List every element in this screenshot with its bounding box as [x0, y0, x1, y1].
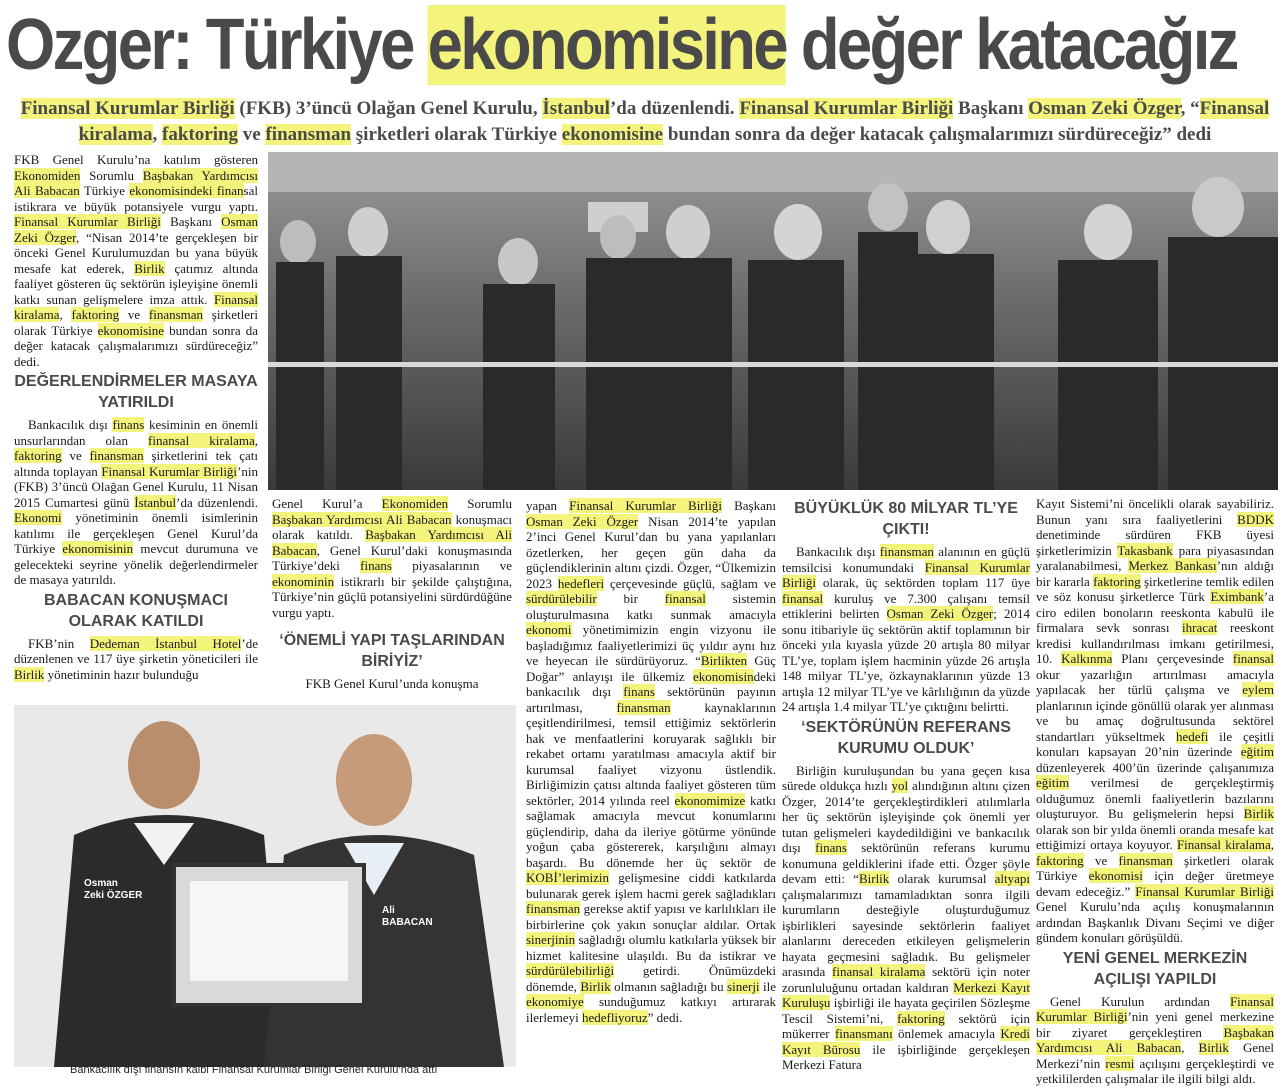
highlighted-term: finansal kiralama [832, 964, 926, 979]
highlighted-term: Takasbank [1117, 542, 1173, 558]
highlighted-term: ihracat [1182, 620, 1218, 635]
headline-highlight: ekonomisine [427, 5, 786, 85]
highlighted-term: eğitim [1240, 744, 1274, 759]
text-run: bundan sonra da değer katacak çalışmalarımızı sürdüreceğiz” dedi. [14, 322, 259, 369]
text-run: sektörü için noter zorunluluğunu ortadan kaldıran [782, 964, 1030, 995]
text-run: Genel Kurulu’nda açılış konuşmalarının ardından Başkanlık Divanı Seçimi ve diğer gündem konuları görüşüldü. [1036, 899, 1274, 945]
highlighted-term: faktoring [14, 448, 62, 463]
text-run: Güç Doğar” anlayışı ile ülkemiz [526, 653, 776, 684]
text-run: yönetiminin önemli isimlerinin katılımı ile gerçekleşen Genel Kurul’da Türkiye [14, 510, 258, 556]
text-run: Sorumlu [80, 167, 143, 183]
highlighted-term: Finansal kiralama [14, 291, 258, 322]
highlighted-term: ekonomisinin [62, 541, 134, 556]
text-run: , “Nisan 2014’te gerçekleşen bir önceki Genel Kurulumuzdan bu yana büyük mesafe kat ederek, [14, 229, 259, 276]
text-run: olarak son bir yılda önemli oranda mesafe kat ettiğimizi ortaya koyuyor. [1036, 821, 1274, 852]
highlighted-term: Ekonomiden [14, 167, 81, 183]
highlighted-term: finans [112, 417, 145, 432]
lead-span: faktoring [162, 124, 239, 145]
text-run: sistemin oluşturulmasına katkı sunmak amacıyla [526, 591, 776, 622]
text-run: çalışmalarımızı tamamladıktan sonra ilgili kurumların desteğiyle oluşturduğumuz işbirlikleri sayesinde sektörlerin faaliyet alanlarını dereceden etkileyen gelişmelerin hayata geçmesini sağladık. Bu gelişmeler arasında [782, 886, 1030, 979]
text-run: sunduğumuz katkıyı artırarak ilerlemeyi [526, 994, 776, 1025]
highlighted-term: Finansal Kurumlar Birliği [101, 463, 238, 479]
label-osman [84, 878, 142, 902]
text-run: para piyasasından yaralanabilmesi, [1036, 542, 1274, 573]
highlighted-term: resmi [1105, 1055, 1135, 1071]
lead-span: Finansal Kurumlar Birliği [739, 98, 954, 119]
award-photo [14, 705, 516, 1067]
photo-caption: Bankacılık dışı finansın kalbi Finansal Kurumlar Birliği Genel Kurulu’nda attı [70, 1064, 438, 1076]
highlighted-term: BDDK [1237, 511, 1274, 527]
column-1 [14, 152, 258, 682]
highlighted-term: Finansal kiralama [1176, 837, 1271, 852]
highlighted-term: Kalkınma [1061, 651, 1113, 666]
text-run: gerekse aktif yapısı ve karlılıkları ile birbirlerine çok yakın sonuçlar aldılar. Ortak [526, 901, 776, 932]
highlighted-term: Birlik [14, 666, 45, 682]
label-ali-line-2: BABACAN [382, 917, 433, 928]
text-run: olmanın sağladığı bu [610, 978, 728, 994]
highlighted-term: yol [891, 778, 909, 793]
text-run: ’nin (FKB) 3’üncü Olağan Genel Kurulu, 11 Nisan 2015 Cumartesi günü [14, 463, 259, 510]
lead-span: ve [238, 124, 266, 145]
label-ali [382, 905, 433, 929]
subheading-degerlendirmeler: DEĞERLENDİRMELER MASAYA YATIRILDI [14, 373, 258, 411]
highlighted-term: Kredi Kayıt Bürosu [782, 1026, 1030, 1057]
highlighted-term: İstanbul [134, 494, 177, 510]
text-run: denetiminde sürdüren FKB üyesi şirketlerimizin [1036, 527, 1274, 558]
highlighted-term: finansman [148, 307, 204, 322]
highlighted-term: faktoring [897, 1010, 945, 1026]
highlighted-term: Finansal Kurumlar Birliği [1135, 883, 1274, 899]
highlighted-term: hedefleri [557, 575, 605, 591]
subheading-buyukluk: BÜYÜKLÜK 80 MİLYAR TL’YE ÇIKTI! [794, 500, 1018, 538]
highlighted-term: finansman [616, 699, 671, 715]
text-run: sektörü için mükerrer [782, 1010, 1030, 1041]
highlighted-term: Finansal Kurumlar Birliği [14, 214, 161, 229]
lead-span: bundan sonra da değer katacak çalışmalarımızı sürdüreceğiz” dedi [663, 124, 1212, 145]
highlighted-term: finans [360, 558, 392, 573]
text-run: işbirliği ile hayata geçirilen Sözleşme Tescil Sistemi’ni, [782, 995, 1030, 1026]
column-2 [272, 496, 512, 692]
highlighted-term: finansal [664, 591, 706, 606]
text-run: ” dedi. [647, 1009, 683, 1025]
text-run: çerçevesinde güçlü, sağlam ve [604, 575, 776, 591]
highlighted-term: finansal [1232, 651, 1275, 666]
text-run: istikrarlı bir şekilde çalıştığına, Türkiye’nin güçlü potansiyelini sürdürdüğüne vurgu yaptı. [272, 573, 512, 620]
lead-span: Başkanı [953, 98, 1029, 119]
highlighted-term: finansman [879, 544, 934, 559]
lead-span: Osman Zeki Özger [1028, 98, 1181, 119]
highlighted-term: Başbakan Yardımcısı Ali Babacan [14, 167, 258, 198]
text-run: FKB Genel Kurulu’na katılım gösteren [14, 152, 258, 167]
highlighted-term: finansal kiralama [148, 432, 255, 448]
column-5 [1036, 496, 1274, 1087]
highlighted-term: Birlik [580, 978, 611, 994]
highlighted-term: ekonomisin [692, 668, 754, 684]
lead-paragraph [14, 96, 1276, 148]
text-run: yönetiminin hazır bulunduğu [44, 666, 199, 682]
highlighted-term: finans [815, 840, 847, 855]
ribbon-cutting-photo [268, 152, 1278, 490]
col5-paragraph-1 [1036, 496, 1274, 946]
highlighted-term: ekonominin [272, 573, 335, 589]
text-run: ; 2014 sonu itibariyle üç sektörün aktif toplamının bir önceki yıla kıyasla yüzde 20 artışla 80 milyar TL’ye, toplam işlem hacminin yüzde 26 artışla 148 milyar TL’ye, özkaynaklarının yüzde 13 artışla 12 milyar TL’ye ve kârlılığının da yüzde 24 artışla 1.4 milyar TL’ye çıktığını belirtti. [782, 606, 1030, 714]
col1-paragraph-2 [14, 417, 258, 588]
subheading-yeni-genel-merkez: YENİ GENEL MERKEZİN AÇILIŞI YAPILDI [1062, 949, 1248, 988]
highlighted-term: Osman Zeki Özger [886, 606, 994, 621]
lead-span: Finansal Kurumlar Birliği [20, 98, 235, 119]
col4-paragraph-2 [782, 763, 1030, 1073]
text-run: Kayıt Sistemi’ni öncelikli olarak sayabiliriz. Bunun yanı sıra faaliyetlerini [1036, 496, 1274, 527]
label-osman-line-2: Zeki ÖZGER [84, 890, 143, 901]
highlighted-term: KOBİ’lerimizin [526, 870, 610, 885]
text-run: ve [1083, 852, 1119, 868]
highlighted-term: finansman [89, 448, 144, 463]
highlighted-term: ekonomimize [674, 792, 746, 808]
text-run: olarak kurumsal [889, 871, 995, 886]
text-run: şirketlerini tek çatı altında toplayan [14, 448, 258, 479]
text-run: Sorumlu [448, 496, 512, 511]
text-run: yapan [526, 498, 570, 513]
label-ali-line-1: Ali [382, 905, 395, 916]
text-run: gelişmesine ciddi katkılarda bulunarak gerek işlem hacmi gerek sağladıkları [526, 870, 776, 901]
highlighted-term: finansman [1118, 852, 1173, 868]
highlighted-term: Başbakan Yardımcısı Ali Babacan [1036, 1024, 1274, 1055]
highlighted-term: finansal [782, 590, 824, 606]
subheading-sektorun-referans: ‘SEKTÖRÜNÜN REFERANS KURUMU OLDUK’ [801, 718, 1011, 757]
lead-span: şirketleri olarak Türkiye [351, 124, 562, 145]
highlighted-term: Merkezi Kayıt Kuruluşu [782, 979, 1030, 1010]
highlighted-term: ekonomisine [97, 322, 165, 338]
highlighted-term: ekonomisi [1088, 868, 1143, 883]
lead-span: ’da düzenlendi. [609, 98, 740, 119]
text-run: alanının en güçlü temsilcisi konumundaki [782, 544, 1030, 575]
lead-span: Finansal kiralama [78, 98, 1270, 145]
highlighted-term: Finansal Kurumlar Birliği [569, 498, 722, 513]
text-run: Başkanı [160, 214, 222, 229]
highlighted-term: finansman [526, 901, 581, 916]
text-run: ’de düzenlenen ve 117 üye şirketin yöneticileri ile [14, 635, 259, 666]
text-run: ile işbirliğinde gerçekleşen Merkezi Fatura [782, 1041, 1030, 1072]
text-run: , Genel Kurul’daki konuşmasında Türkiye’deki [272, 542, 512, 573]
subheading-onemli-yapi: ‘ÖNEMLİ YAPI TAŞLARINDAN BİRİYİZ’ [279, 632, 505, 670]
text-run: şirketlerine temlik edilen ve söz konusu şirketlerce Türk [1036, 573, 1274, 604]
lead-span: İstanbul [542, 98, 610, 119]
text-run: reeskont kredisi kullandırılması imkanı getirilmesi, 10. [1036, 620, 1275, 666]
highlighted-term: faktoring [1093, 573, 1141, 589]
highlighted-term: altyapı [994, 871, 1031, 886]
text-run: okur yazarlığın artırılması amacıyla yapılacak her türlü çalışma ve [1036, 666, 1274, 697]
highlighted-term: hedefliyoruz [581, 1009, 648, 1025]
text-run: Nisan 2014’te yapılan 2’inci Genel Kurul’dan bu yana yapılanları özetlerken, her geçen gün daha da güçlendiklerinin altını çizdi. Özger, “Ülkemizin 2023 [526, 513, 776, 591]
text-run: şirketleri olarak Türkiye [14, 307, 258, 338]
highlighted-term: hedefi [1175, 728, 1209, 744]
column-3 [526, 498, 776, 1025]
text-run: , [1270, 837, 1274, 852]
text-run: ile [759, 978, 776, 994]
text-run: ’nin yeni genel merkezine bir ziyaret gerçekleştiren [1036, 1009, 1274, 1040]
headline [6, 0, 1237, 92]
highlighted-term: Ekonomiden [381, 496, 449, 511]
highlighted-term: finansmanı [834, 1026, 893, 1041]
text-run: katkı sağlamak amacıyla mevcut konumlarını güçlendirip, daha da ileriye götürme yönünde yoğun çaba göstererek, karşılığını almayı başardı. Bu dönemde her üç sektör de [526, 792, 776, 870]
highlighted-term: sinerji [727, 978, 760, 994]
highlighted-term: Finansal Kurumlar Birliği [782, 559, 1031, 590]
text-run: kaynaklarının çeşitlendirilmesi, temsil ettiğimiz sektörlerin hak ve menfaatlerini koruyarak sağlıklı bir rekabet ortamı yaratılması amacıyla aktif bir kurumsal faaliyet vizyonu üstlendik. Birliğimizin çatısı altında faaliyet gösteren tüm sektörler, 2014 yılında reel [526, 699, 776, 808]
highlighted-term: Birlik [858, 871, 890, 886]
col2-paragraph-1 [272, 496, 512, 620]
ribbon-cutting-illustration [268, 152, 1278, 490]
highlighted-term: ekonomisindeki finan [129, 183, 244, 198]
text-run: sal istikrara ve büyük potansiyele vurgu yaptı. [14, 183, 258, 214]
text-run: düzenleyerek 400’ün üzerinde çalışanımıza [1036, 759, 1274, 775]
highlighted-term: ekonomi [526, 622, 572, 637]
text-run: ile çeşitli konuları kapsayan 20’nin üzerinde [1036, 728, 1274, 759]
highlighted-term: sinerjinin [526, 932, 576, 947]
text-run: Bankacılık dışı [28, 417, 113, 432]
text-run: açılışını gerçekleştirdi ve yetkililerden çalışmalar ile ilgili bilgi aldı. [1036, 1055, 1274, 1086]
text-run: FKB’nin [28, 635, 90, 651]
highlighted-term: Finansal Kurumlar Birliği [1036, 993, 1274, 1024]
text-run: konuşmacı olarak katıldı. [272, 511, 512, 542]
text-run: ’a ciro edilen bonoların reeskonta kabulü ile firmalara sevk sonrası [1036, 589, 1274, 635]
text-run: ve [61, 448, 90, 463]
highlighted-term: Birlik [1243, 806, 1274, 821]
highlighted-term: Birlik [134, 260, 165, 276]
text-run: piyasalarının ve [391, 558, 512, 573]
col1-paragraph-3 [14, 636, 258, 683]
text-run: Planı çerçevesinde [1112, 651, 1233, 666]
lead-span: , “ [1180, 98, 1200, 119]
highlighted-term: Eximbank [1210, 589, 1264, 604]
col4-paragraph-1 [782, 544, 1030, 715]
col2-paragraph-2: FKB Genel Kurul’unda konuşma [305, 676, 479, 691]
highlighted-term: Başbakan Yardımcısı Ali Babacan [272, 511, 452, 527]
highlighted-term: eylem [1242, 682, 1274, 697]
text-run: şirketleri olarak Türkiye [1036, 852, 1274, 883]
text-run: sektörünün referans kurumu konumuna geldiklerini ifade etti. Özger şöyle devam etti: “ [782, 840, 1030, 886]
subheading-babacan: BABACAN KONUŞMACI OLARAK KATILDI [44, 591, 228, 630]
highlighted-term: Dedeman İstanbul Hotel [89, 635, 242, 651]
text-run: getirdi. Önümüzdeki dönemde, [526, 963, 776, 994]
highlighted-term: ekonomiye [526, 994, 584, 1009]
text-run: çatımız altında faaliyet gösteren üç sektörün işleyişine önemli katkı sunan gelişmelere imza attık. [14, 260, 258, 307]
highlighted-term: eğitim [1036, 775, 1070, 790]
lead-span: finansman [265, 124, 352, 145]
text-run: ’nın aldığı bir kararla [1036, 558, 1274, 589]
text-run: alındığının altını çizen Özger, 2014’te gerçekleştirdikleri atılımlarla her üç sektörün işleyişinde çok önemli yer tutan gelişmeleri kaydedildiğini ve bankacılık dışı [782, 778, 1030, 855]
label-osman-line-1: Osman [84, 878, 118, 889]
col5-paragraph-2 [1036, 994, 1274, 1087]
text-run: Genel Merkezi’nin [1036, 1040, 1274, 1071]
text-run: sağladığı olumlu katkılarla yüksek bir hizmet kalitesine ulaşıldı. Bu da istikrar ve [526, 932, 776, 963]
text-run: kesiminin en önemli unsurlarından olan [14, 417, 258, 448]
highlighted-term: Ekonomi [14, 510, 62, 525]
headline-part: değer katacağız [785, 5, 1237, 85]
lead-span: , [152, 124, 163, 145]
text-run: Başkanı [721, 498, 776, 513]
column-4 [782, 496, 1030, 1073]
text-run: ve [119, 307, 149, 322]
col1-paragraph-1 [14, 152, 258, 369]
highlighted-term: Osman Zeki Özger [14, 214, 258, 245]
highlighted-term: faktoring [1036, 852, 1084, 868]
text-run: Genel Kurul’a [272, 496, 382, 511]
highlighted-term: Birlik [1198, 1040, 1229, 1055]
text-run: olarak, üç sektörden toplam 117 üye [815, 575, 1030, 590]
text-run: , [59, 307, 72, 322]
lead-span: ekonomisine [561, 124, 664, 145]
highlighted-term: Merkez Bankası [1128, 558, 1217, 573]
text-run: planlarının içinde gönüllü olarak yer alınması ve bu amaç doğrultusunda sektörel standartları yükseltmek [1036, 697, 1274, 744]
highlighted-term: Osman Zeki Özger [526, 513, 639, 529]
text-run: sektörünün payının artırılması, [526, 684, 776, 715]
text-run: bir [596, 591, 665, 606]
text-run: önlemek amacıyla [892, 1026, 1001, 1041]
text-run: Genel Kurulun ardından [1050, 993, 1230, 1009]
highlighted-term: finans [623, 684, 655, 699]
text-run: verilmesi de gerçekleştirmiş olduğumuz önemli faaliyetlerin bazılarını oluşturuyor. Bu gelişmelerin hepsi [1036, 775, 1274, 821]
lead-span: (FKB) 3’üncü Olağan Genel Kurulu, [234, 98, 543, 119]
text-run: için değer üretmeye devam edeceğiz.” [1036, 868, 1274, 899]
text-run: Bankacılık dışı [796, 544, 880, 559]
text-run: yönetimimizin engin vizyonu ile başladığımız faaliyetlerimizi üç yıldır aynı hız ve heyecan ile sürdürüyoruz. “ [526, 622, 776, 668]
text-run: mevcut durumuna ve gelecekteki seyrine yönelik değerlendirmeler de masaya yatırıldı. [14, 541, 258, 587]
highlighted-term: Birlikten [700, 653, 748, 668]
highlighted-term: Başbakan Yardımcısı Ali Babacan [272, 527, 512, 558]
col3-paragraph-1 [526, 498, 776, 1025]
text-run: , [254, 432, 258, 448]
highlighted-term: sürdürülebilir [526, 591, 597, 606]
text-run: Birliğin kuruluşundan bu yana geçen kısa sürede oldukça hızlı [782, 762, 1030, 793]
text-run: deki bankacılık dışı [526, 668, 776, 699]
text-run: Türkiye [79, 183, 130, 198]
text-run: kuruluş ve 7.300 çalışanı temsil ettiklerini belirten [782, 590, 1030, 621]
text-run: , [1181, 1040, 1199, 1055]
highlighted-term: faktoring [71, 307, 120, 322]
highlighted-term: sürdürülebilirliği [526, 963, 615, 978]
text-run: ’da düzenlendi. [176, 494, 258, 510]
headline-part: Ozger: Türkiye [6, 5, 428, 85]
